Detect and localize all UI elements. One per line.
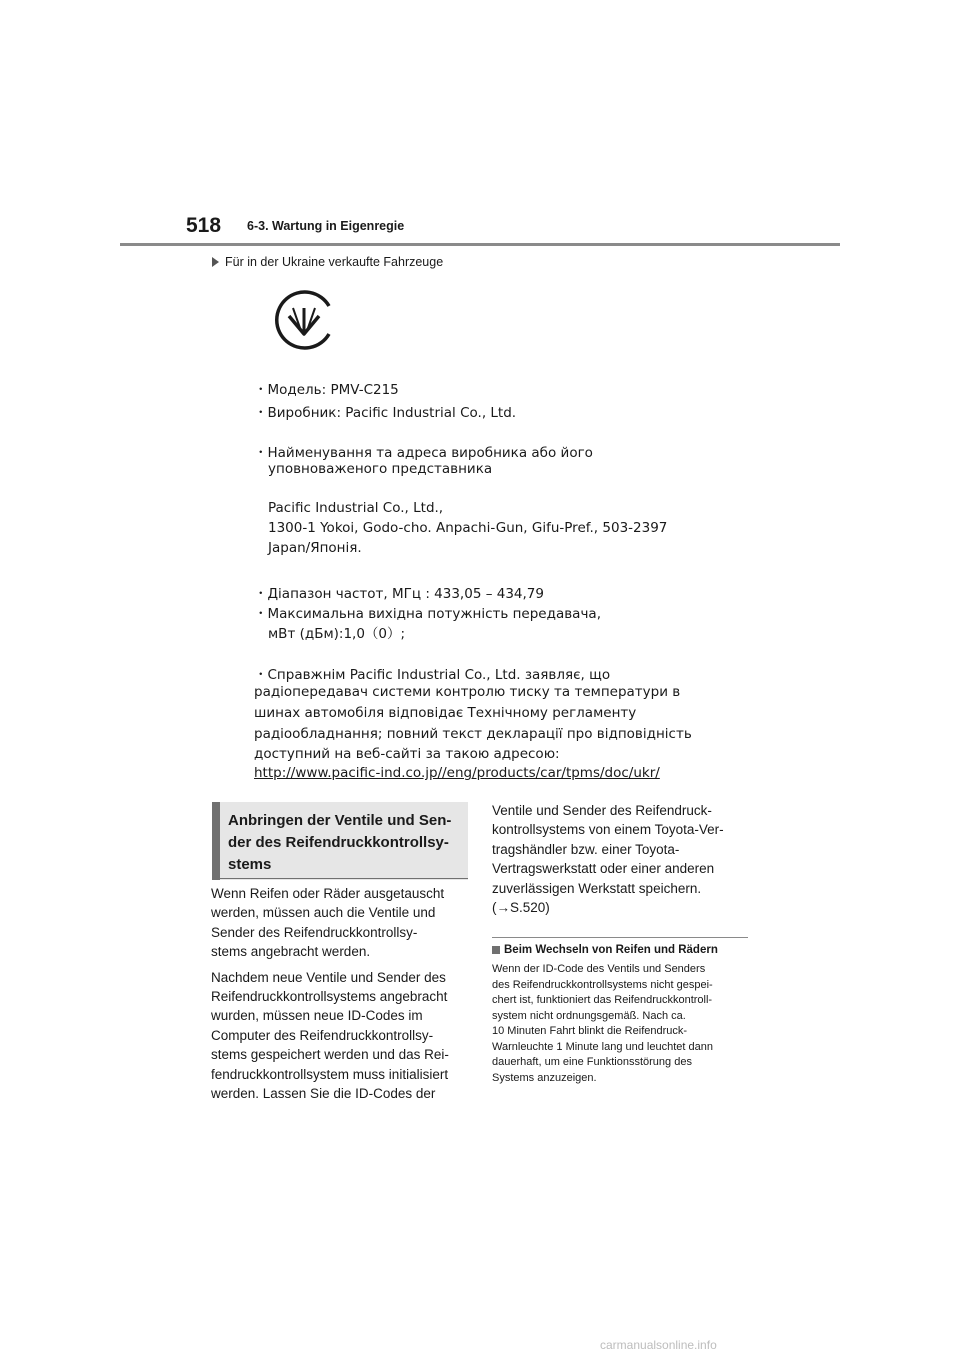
ua-address: 1300-1 Yokoi, Godo-cho. Anpachi-Gun, Gifu-Pref., 503-2397 [268, 520, 668, 536]
ua-declaration-line3: шинах автомобіля відповідає Технічному регламенту [254, 705, 637, 721]
body-line: stems gespeichert werden und das Rei- [211, 1047, 449, 1063]
note-line: des Reifendruckkontrollsystems nicht gespei- [492, 978, 713, 991]
body-line: zuverlässigen Werkstatt speichern. [492, 880, 702, 896]
body-line: Reifendruckkontrollsystems angebracht [211, 989, 448, 1005]
body-line: Nachdem neue Ventile und Sender des [211, 969, 446, 985]
ua-manufacturer: ・Виробник: Pacific Industrial Co., Ltd. [254, 405, 517, 421]
note-title: Beim Wechseln von Reifen und Rädern [504, 944, 718, 956]
page-number: 518 [186, 214, 222, 237]
note-line: 10 Minuten Fahrt blinkt die Reifendruck- [492, 1025, 688, 1037]
ua-country: Japan/Японія. [268, 540, 362, 556]
body-line: stems angebracht werden. [211, 944, 371, 960]
declaration-url-link[interactable]: http://www.pacific-ind.co.jp//eng/products/car/tpms/doc/ukr/ [254, 765, 660, 781]
body-line: kontrollsystems von einem Toyota-Ver- [492, 822, 724, 838]
square-bullet-icon [492, 946, 500, 954]
box-heading-line: Anbringen der Ventile und Sen- [228, 812, 452, 829]
note-line: chert ist, funktioniert das Reifendruckkontroll- [492, 994, 713, 1006]
body-line: fendruckkontrollsystem muss initialisiert [211, 1066, 449, 1082]
ua-power-line1: ・Максимальна вихідна потужність передавача, [254, 606, 601, 622]
ua-name-address-line1: ・Найменування та адреса виробника або його [254, 445, 593, 461]
body-line: Sender des Reifendruckkontrollsy- [211, 924, 418, 940]
section-box-heading [212, 802, 468, 880]
ua-name-address-line2: уповноваженого представника [268, 461, 493, 477]
body-line: Computer des Reifendruckkontrollsy- [211, 1027, 434, 1043]
note-line: Wenn der ID-Code des Ventils und Senders [492, 963, 706, 975]
ua-company: Pacific Industrial Co., Ltd., [268, 500, 444, 516]
ua-declaration-line5: доступний на веб-сайті за такою адресою: [254, 746, 560, 762]
header-divider [120, 243, 840, 246]
note-line: Warnleuchte 1 Minute lang und leuchtet dann [492, 1040, 713, 1053]
subsection-heading [212, 255, 443, 269]
ua-declaration-line4: радіообладнання; повний текст декларації про відповідність [254, 726, 692, 742]
right-column-text [492, 801, 752, 917]
box-heading-line: stems [228, 856, 272, 873]
ua-model: ・Модель: PMV-C215 [254, 382, 399, 398]
body-line: tragshändler bzw. einer Toyota- [492, 841, 680, 857]
ua-declaration-line1: ・Справжнім Pacific Industrial Co., Ltd. заявляє, що [254, 667, 611, 683]
note-line: dauerhaft, um eine Funktionsstörung des [492, 1056, 692, 1068]
ua-power-line2: мВт (дБм):1,0（0）; [268, 626, 406, 642]
note-divider [492, 937, 748, 938]
body-line: Ventile und Sender des Reifendruck- [492, 803, 712, 818]
ukraine-conformity-mark-icon [272, 288, 336, 352]
subsection-label: Für in der Ukraine verkaufte Fahrzeuge [225, 255, 444, 269]
triangle-bullet-icon [212, 257, 219, 267]
box-heading-line: der des Reifendruckkontrollsy- [228, 834, 449, 851]
body-line: werden, müssen auch die Ventile und [211, 905, 436, 921]
left-column-text [211, 884, 471, 1103]
section-title: 6-3. Wartung in Eigenregie [247, 219, 405, 233]
body-line: Wenn Reifen oder Räder ausgetauscht [211, 886, 445, 901]
box-heading-underline [212, 878, 468, 879]
note-heading [492, 944, 718, 956]
note-line: system nicht ordnungsgemäß. Nach ca. [492, 1009, 686, 1022]
watermark: carmanualsonline.info [600, 1338, 717, 1352]
page-reference-link[interactable]: (→S.520) [492, 900, 550, 916]
ua-frequency: ・Діапазон частот, МГц : 433,05 – 434,79 [254, 586, 544, 602]
body-line: werden. Lassen Sie die ID-Codes der [211, 1086, 436, 1102]
body-line: wurden, müssen neue ID-Codes im [211, 1008, 423, 1024]
ua-declaration-line2: радіопередавач системи контролю тиску та температури в [254, 684, 681, 700]
note-line: Systems anzuzeigen. [492, 1071, 597, 1084]
body-line: Vertragswerkstatt oder einer anderen [492, 861, 715, 877]
note-body [492, 962, 713, 1086]
